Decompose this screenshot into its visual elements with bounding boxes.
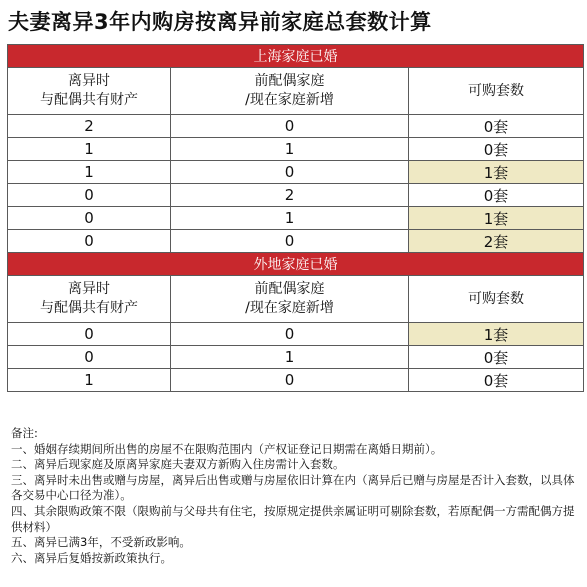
table-row xyxy=(8,161,584,184)
cell-ex-spouse-new: 2 xyxy=(171,184,409,207)
note-item-2: 二、离异后现家庭及原离异家庭夫妻双方新购入住房需计入套数。 xyxy=(11,457,345,472)
cell-ex-spouse-new: 1 xyxy=(171,207,409,230)
table-row xyxy=(8,369,584,392)
table-row xyxy=(8,207,584,230)
cell-purchasable-count: 0套 xyxy=(409,369,584,392)
note-item-1: 一、婚姻存续期间所出售的房屋不在限购范围内（产权证登记日期需在离婚日期前）。 xyxy=(11,441,443,456)
header-ex-spouse-new: 前配偶家庭 /现在家庭新增 xyxy=(171,68,409,115)
section-title: 上海家庭已婚 xyxy=(8,45,584,68)
cell-ex-spouse-new: 0 xyxy=(171,115,409,138)
cell-shared-property: 1 xyxy=(8,138,171,161)
cell-ex-spouse-new: 1 xyxy=(171,346,409,369)
note-item-4: 四、其余限购政策不限（限购前与父母共有住宅，按原规定提供亲属证明可剔除套数，若原配偶一方需配偶方提供材料） xyxy=(11,503,575,534)
table-row xyxy=(8,115,584,138)
cell-shared-property: 0 xyxy=(8,184,171,207)
section-header-row xyxy=(8,45,584,68)
table-row xyxy=(8,138,584,161)
cell-purchasable-count: 1套 xyxy=(409,161,584,184)
header-shared-property: 离异时 与配偶共有财产 xyxy=(8,276,171,323)
note-item-5: 五、离异已满3年，不受新政影响。 xyxy=(11,535,191,550)
cell-shared-property: 2 xyxy=(8,115,171,138)
cell-shared-property: 0 xyxy=(8,323,171,346)
cell-purchasable-count: 0套 xyxy=(409,346,584,369)
table-row xyxy=(8,184,584,207)
cell-purchasable-count: 0套 xyxy=(409,138,584,161)
cell-shared-property: 1 xyxy=(8,161,171,184)
note-item-3: 三、离异时未出售或赠与房屋，离异后出售或赠与房屋依旧计算在内（离异后已赠与房屋是否计入套数，以具体各交易中心口径为准）。 xyxy=(11,472,575,503)
column-header-row xyxy=(8,276,584,323)
table-body xyxy=(8,45,584,392)
header-purchasable-count: 可购套数 xyxy=(409,68,584,115)
section-header-row xyxy=(8,253,584,276)
header-purchasable-count: 可购套数 xyxy=(409,276,584,323)
cell-shared-property: 0 xyxy=(8,346,171,369)
cell-ex-spouse-new: 0 xyxy=(171,161,409,184)
cell-ex-spouse-new: 0 xyxy=(171,369,409,392)
cell-ex-spouse-new: 0 xyxy=(171,230,409,253)
table-row xyxy=(8,346,584,369)
table-row xyxy=(8,230,584,253)
page-title: 夫妻离异3年内购房按离异前家庭总套数计算 xyxy=(8,10,432,34)
cell-purchasable-count: 0套 xyxy=(409,184,584,207)
cell-purchasable-count: 0套 xyxy=(409,115,584,138)
header-ex-spouse-new: 前配偶家庭 /现在家庭新增 xyxy=(171,276,409,323)
cell-ex-spouse-new: 1 xyxy=(171,138,409,161)
cell-purchasable-count: 1套 xyxy=(409,207,584,230)
cell-shared-property: 0 xyxy=(8,207,171,230)
cell-purchasable-count: 2套 xyxy=(409,230,584,253)
cell-shared-property: 1 xyxy=(8,369,171,392)
note-item-6: 六、离异后复婚按新政策执行。 xyxy=(11,550,172,565)
section-title: 外地家庭已婚 xyxy=(8,253,584,276)
cell-purchasable-count: 1套 xyxy=(409,323,584,346)
notes-heading: 备注: xyxy=(11,426,38,440)
cell-ex-spouse-new: 0 xyxy=(171,323,409,346)
notes xyxy=(11,426,579,566)
purchase-count-table xyxy=(7,44,584,392)
column-header-row xyxy=(8,68,584,115)
table-row xyxy=(8,323,584,346)
header-shared-property: 离异时 与配偶共有财产 xyxy=(8,68,171,115)
cell-shared-property: 0 xyxy=(8,230,171,253)
